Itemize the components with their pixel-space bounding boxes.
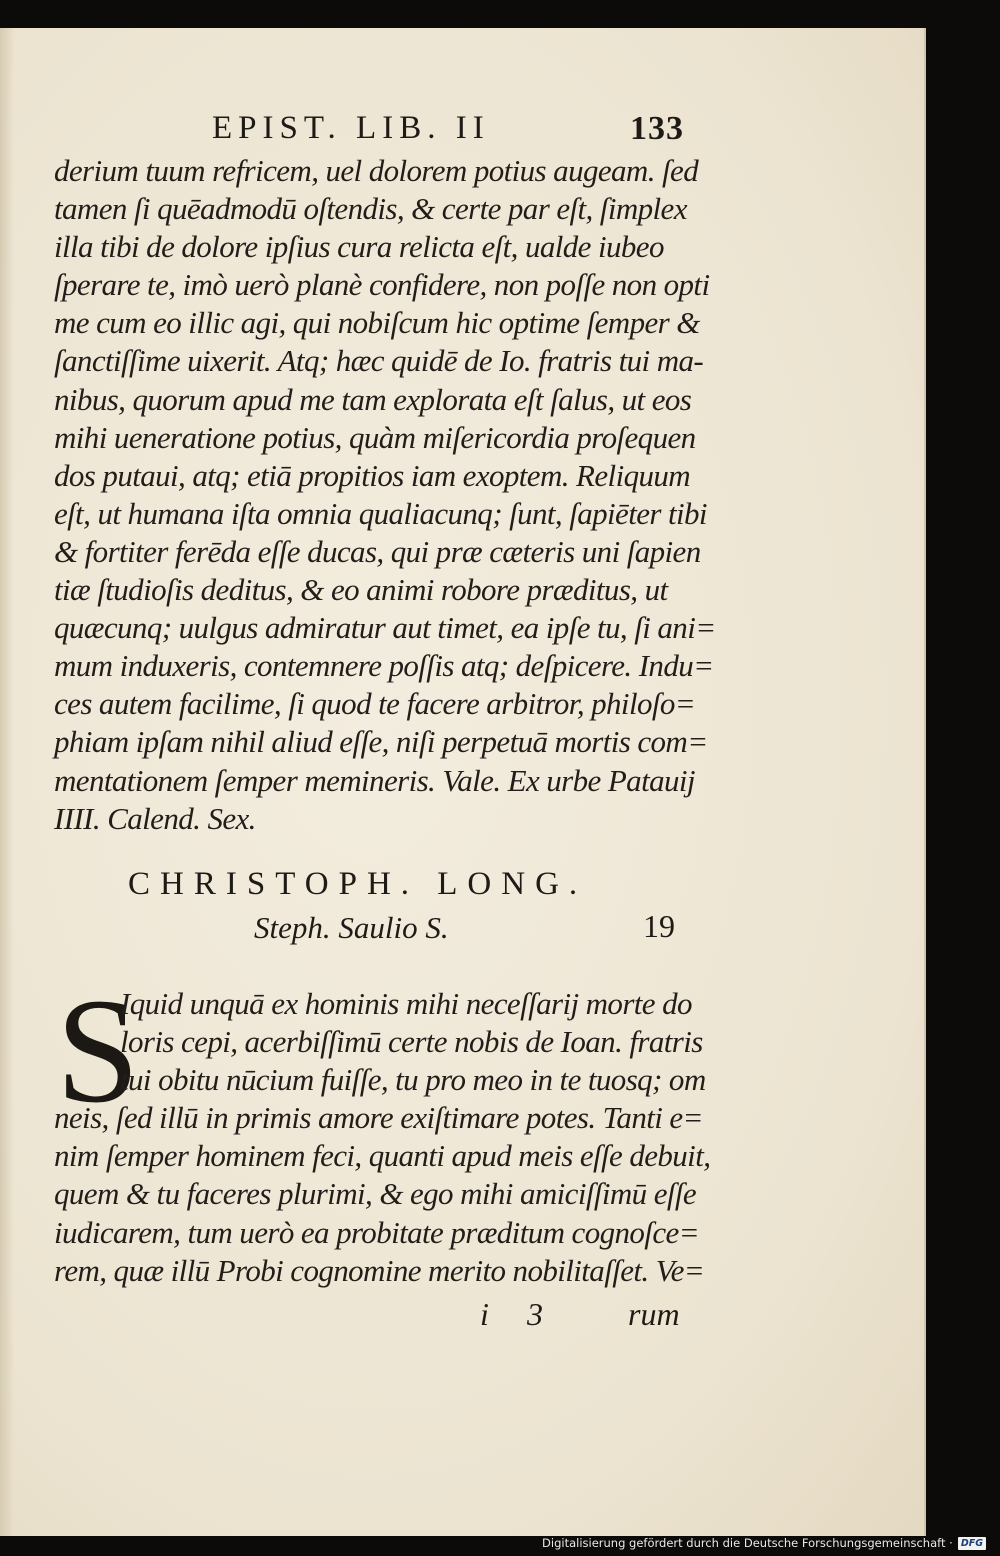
text-line: loris cepi, acerbiſſimū certe nobis de Ioan. fratris — [120, 1024, 703, 1060]
text-line: neis, ſed illū in primis amore exiſtimare potes. Tanti e= — [54, 1100, 703, 1136]
text-line: ſanctiſſime uixerit. Atq; hæc quidē de Io. fratris tui ma- — [54, 343, 704, 379]
text-line: mihi ueneratione potius, quàm miſericordia proſequen — [54, 419, 696, 455]
letter-2-text — [54, 985, 711, 1290]
text-line: me cum eo illic agi, qui nobiſcum hic optime ſemper & — [54, 305, 700, 341]
page-gutter-shadow — [0, 28, 14, 1536]
text-line: ces autem facilime, ſi quod te facere arbitror, philoſo= — [54, 686, 696, 722]
running-head — [0, 110, 924, 154]
text-line: iudicarem, tum uerò ea probitate præditum cognoſce= — [54, 1214, 699, 1250]
letter-1-text — [54, 152, 716, 838]
text-line: mum induxeris, contemnere poſſis atq; deſpicere. Indu= — [54, 648, 714, 684]
text-line: illa tibi de dolore ipſius cura relicta eſt, ualde iubeo — [54, 229, 664, 265]
text-line: & fortiter ferēda eſſe ducas, qui præ cæteris uni ſapien — [54, 533, 701, 569]
text-line: nibus, quorum apud me tam explorata eſt ſalus, ut eos — [54, 381, 692, 417]
text-line: derium tuum refricem, uel dolorem potius augeam. ſed — [54, 153, 699, 188]
book-page — [0, 28, 926, 1536]
catchword: rum — [628, 1296, 680, 1332]
drop-cap-initial: S — [56, 968, 140, 1134]
text-line: nim ſemper hominem feci, quanti apud meis eſſe debuit, — [54, 1138, 711, 1174]
text-line: phiam ipſam nihil aliud eſſe, niſi perpetuā mortis com= — [54, 724, 708, 760]
text-line: tamen ſi quēadmodū oſtendis, & certe par eſt, ſimplex — [54, 191, 687, 227]
text-line: quæcunq; uulgus admiratur aut timet, ea ipſe tu, ſi ani= — [54, 610, 716, 646]
signature-mark-number: 3 — [527, 1296, 543, 1332]
text-line: IIII. Calend. Sex. — [54, 800, 256, 836]
text-line: Iquid unquā ex hominis mihi neceſſarij morte do — [120, 986, 692, 1021]
text-line: quem & tu faceres plurimi, & ego mihi amiciſſimū eſſe — [54, 1176, 697, 1212]
page-number: 133 — [630, 110, 684, 147]
text-line: tui obitu nūcium fuiſſe, tu pro meo in te tuosq; om — [120, 1062, 706, 1098]
running-head-title: EPIST. LIB. II — [212, 110, 490, 146]
signature-mark-letter: i — [480, 1296, 489, 1332]
text-line: mentationem ſemper memineris. Vale. Ex urbe Patauij — [54, 762, 695, 798]
letter-heading: CHRISTOPH. LONG. — [128, 866, 588, 902]
text-line: dos putaui, atq; etiā propitios iam exoptem. Reliquum — [54, 457, 691, 493]
text-line: eſt, ut humana iſta omnia qualiacunq; ſunt, ſapiēter tibi — [54, 495, 707, 531]
credit-text: Digitalisierung gefördert durch die Deutsche Forschungsgemeinschaft · — [542, 1536, 953, 1550]
text-line: tiæ ſtudioſis deditus, & eo animi robore præditus, ut — [54, 572, 668, 608]
text-line: ſperare te, imò uerò planè confidere, non poſſe non opti — [54, 267, 710, 303]
digitization-credit — [542, 1536, 986, 1550]
text-line: rem, quæ illū Probi cognomine merito nobilitaſſet. Ve= — [54, 1252, 705, 1288]
dfg-logo: DFG — [958, 1537, 986, 1550]
letter-addressee: Steph. Saulio S. — [254, 910, 449, 945]
letter-number: 19 — [643, 908, 675, 944]
